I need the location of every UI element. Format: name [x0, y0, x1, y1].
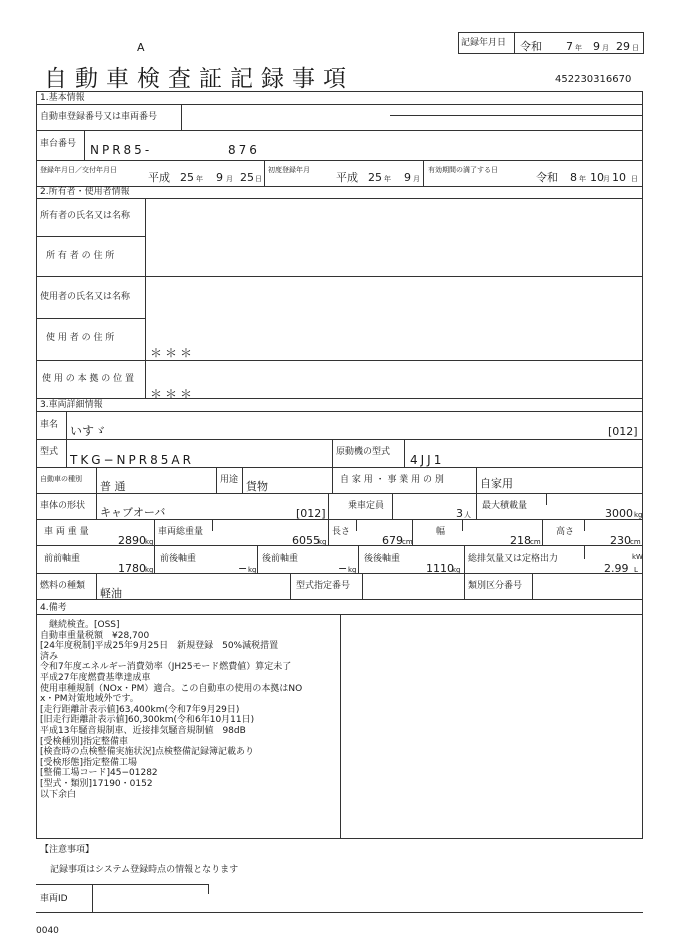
length-label: 長さ [332, 527, 351, 537]
user-address-value: ＊＊＊ [150, 346, 196, 360]
issue-month: 9 [216, 171, 223, 184]
displacement-value: 2.99 [604, 562, 629, 575]
capacity-value: 3 [456, 507, 463, 520]
capacity-label: 乗車定員 [348, 501, 385, 511]
kind-label: 自動車の種別 [40, 475, 82, 483]
issue-era: 平成 [148, 171, 170, 184]
remarks-line: [旧走行距離計表示値]60,300km(令和6年10月11日) [40, 715, 255, 726]
base-location-label: 使 用 の 本 拠 の 位 置 [42, 374, 135, 384]
chassis-value: NPR85- [90, 143, 153, 157]
remarks-line: 済み [40, 651, 59, 662]
owner-name-label: 所有者の氏名又は名称 [40, 211, 131, 221]
car-name-code: [012] [608, 425, 638, 438]
max-load-label: 最大積載量 [482, 501, 528, 511]
length-value: 679 [382, 534, 403, 547]
remarks-line: 使用車種規制（NOx・PM）適合。この自動車の使用の本拠はNO [40, 683, 303, 694]
first-reg-year: 25 [368, 171, 382, 184]
remarks-line: [整備工場コード]45−01282 [40, 768, 158, 779]
remarks-line: [受検形態]指定整備工場 [40, 757, 138, 768]
use-value: 貨物 [246, 480, 268, 493]
remarks-line: [型式・類別]17190・0152 [40, 778, 153, 789]
remarks-line: 継続検査。[OSS] [40, 620, 120, 630]
remarks-line: 令和7年度エネルギー消費効率（JH25モード燃費値）算定未了 [40, 662, 292, 673]
chassis-suffix: 876 [228, 143, 260, 157]
type-designation-label: 型式指定番号 [296, 581, 351, 591]
record-date-day: 29 [616, 40, 630, 53]
remarks-line: [検査時の点検整備実施状況]点検整備記録簿記載あり [40, 747, 255, 758]
rr-axle-value: 1110 [426, 562, 454, 575]
model-label: 型式 [40, 447, 59, 457]
remarks-line: x・PM対策地域外です。 [40, 694, 139, 705]
record-date-label: 記録年月日 [461, 38, 507, 48]
height-value: 230 [610, 534, 631, 547]
ff-axle-value: 1780 [118, 562, 146, 575]
record-date-year: 7 [566, 40, 573, 53]
car-name-value: いすゞ [70, 424, 107, 438]
reg-number-label: 自動車登録番号又は車両番号 [40, 112, 158, 122]
expiry-day: 10 [612, 171, 626, 184]
private-business-label: 自 家 用 ・ 事 業 用 の 別 [340, 475, 444, 485]
classification-label: 類別区分番号 [468, 581, 523, 591]
section-owner-info: 2.所有者・使用者情報 [40, 187, 130, 197]
remarks-line: 自動車重量税額 ¥28,700 [40, 630, 150, 641]
section-basic-info: 1.基本情報 [40, 93, 85, 103]
remarks-line: 以下余白 [40, 789, 77, 800]
vehicle-weight-label: 車 両 重 量 [44, 527, 89, 537]
max-load-value: 3000 [605, 507, 633, 520]
record-date-month: 9 [593, 40, 600, 53]
model-value: TKG−NPR85AR [70, 453, 194, 467]
section-vehicle-details: 3.車両詳細情報 [40, 400, 103, 410]
engine-model-label: 原動機の型式 [336, 447, 391, 457]
notes-label: 【注意事項】 [40, 845, 95, 855]
height-label: 高さ [556, 527, 575, 537]
page-title: 自動車検査証記録事項 [44, 66, 354, 92]
rf-axle-value: − [338, 562, 348, 575]
remarks-line: [受検種別]指定整備車 [40, 736, 129, 747]
gross-weight-label: 車両総重量 [158, 527, 204, 537]
expiry-month: 10 [590, 171, 604, 184]
private-business-value: 自家用 [480, 477, 513, 490]
width-label: 幅 [436, 527, 446, 537]
issue-date-label: 登録年月日／交付年月日 [40, 166, 117, 174]
remarks-line: [走行距離計表示値]63,400km(令和7年9月29日) [40, 704, 240, 715]
car-id-label: 車両ID [40, 894, 68, 904]
gross-weight-value: 6055 [292, 534, 320, 547]
fr-axle-label: 前後軸重 [160, 554, 197, 564]
base-location-value: ＊＊＊ [150, 387, 196, 401]
user-address-label: 使 用 者 の 住 所 [46, 333, 115, 343]
width-value: 218 [510, 534, 531, 547]
page-code: 0040 [36, 926, 59, 936]
record-date-era: 令和 [520, 40, 542, 53]
fuel-label: 燃料の種類 [40, 581, 86, 591]
kind-value: 普 通 [100, 480, 126, 493]
displacement-label: 総排気量又は定格出力 [468, 554, 559, 564]
fuel-value: 軽油 [100, 587, 122, 600]
owner-address-label: 所 有 者 の 住 所 [46, 251, 115, 261]
user-name-label: 使用者の氏名又は名称 [40, 292, 131, 302]
remarks-list [40, 620, 360, 800]
engine-model-value: 4JJ1 [410, 453, 445, 467]
first-reg-month: 9 [404, 171, 411, 184]
remarks-line: 平成13年騒音規制車、近接排気騒音規制値 98dB [40, 725, 246, 736]
first-reg-label: 初度登録年月 [268, 166, 310, 174]
remarks-line: [24年度税制]平成25年9月25日 新規登録 50%減税措置 [40, 641, 279, 652]
expiry-label: 有効期間の満了する日 [428, 166, 498, 174]
first-reg-era: 平成 [336, 171, 358, 184]
vehicle-weight-value: 2890 [118, 534, 146, 547]
chassis-label: 車台番号 [40, 139, 77, 149]
notes-text: 記録事項はシステム登録時点の情報となります [50, 865, 239, 875]
car-name-label: 車名 [40, 420, 59, 430]
fr-axle-value: − [238, 562, 248, 575]
form-mark: A [137, 41, 145, 54]
expiry-era: 令和 [536, 171, 558, 184]
expiry-year: 8 [570, 171, 577, 184]
issue-year: 25 [180, 171, 194, 184]
section-remarks: 4.備考 [40, 603, 67, 613]
use-label: 用途 [220, 475, 239, 485]
ff-axle-label: 前前軸重 [44, 554, 81, 564]
rr-axle-label: 後後軸重 [364, 554, 401, 564]
body-shape-code: [012] [296, 507, 326, 520]
body-shape-value: キャブオーバ [100, 506, 166, 519]
remarks-line: 平成27年度燃費基準達成車 [40, 672, 151, 683]
rf-axle-label: 後前軸重 [262, 554, 299, 564]
issue-day: 25 [240, 171, 254, 184]
body-shape-label: 車体の形状 [40, 501, 86, 511]
document-number: 452230316670 [555, 74, 632, 85]
